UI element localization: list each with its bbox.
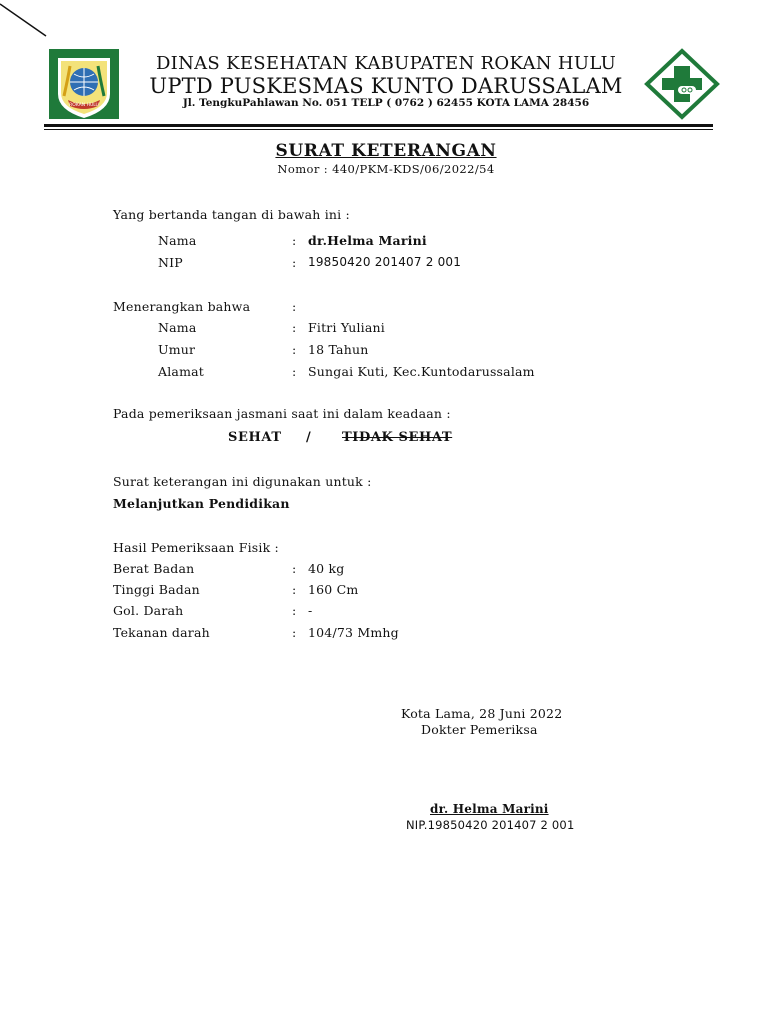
colon: :	[292, 625, 297, 640]
colon: :	[292, 255, 297, 270]
intro-text: Yang bertanda tangan di bawah ini :	[113, 207, 350, 222]
status-sehat: SEHAT	[228, 430, 282, 445]
hasil-tinggi-label: Tinggi Badan	[113, 582, 200, 597]
patient-umur-label: Umur	[158, 342, 196, 357]
purpose-intro: Surat keterangan ini digunakan untuk :	[113, 474, 372, 489]
header-agency: DINAS KESEHATAN KABUPATEN ROKAN HULU	[155, 53, 617, 74]
signature-nip: NIP.19850420 201407 2 001	[406, 818, 575, 832]
colon: :	[292, 364, 297, 379]
colon: :	[292, 582, 297, 597]
status-separator: /	[306, 430, 312, 445]
header-rule-thin	[44, 129, 713, 130]
patient-alamat-value: Sungai Kuti, Kec.Kuntodarussalam	[308, 364, 535, 379]
signer-nama-value: dr.Helma Marini	[308, 233, 427, 248]
hasil-tinggi-value: 160 Cm	[308, 582, 359, 597]
colon: :	[292, 233, 297, 248]
colon: :	[292, 299, 297, 314]
patient-umur-value: 18 Tahun	[308, 342, 369, 357]
signature-name: dr. Helma Marini	[430, 802, 549, 816]
corner-diagonal-line	[0, 0, 60, 50]
header-address: Jl. TengkuPahlawan No. 051 TELP ( 0762 ) 62455 KOTA LAMA 28456	[182, 97, 590, 109]
hasil-intro: Hasil Pemeriksaan Fisik :	[113, 540, 279, 555]
header-puskesmas: UPTD PUSKESMAS KUNTO DARUSSALAM	[149, 74, 623, 98]
colon: :	[292, 603, 297, 618]
logo-ribbon-text: ROKAN HULU	[69, 103, 99, 108]
colon: :	[292, 320, 297, 335]
place-date: Kota Lama, 28 Juni 2022	[401, 706, 563, 721]
hasil-goldarah-label: Gol. Darah	[113, 603, 184, 618]
patient-nama-label: Nama	[158, 320, 197, 335]
colon: :	[292, 561, 297, 576]
hasil-goldarah-value: -	[308, 603, 313, 618]
menerangkan-text: Menerangkan bahwa	[113, 299, 251, 314]
rokan-hulu-logo-icon	[48, 48, 120, 120]
patient-nama-value: Fitri Yuliani	[308, 320, 385, 335]
signer-role: Dokter Pemeriksa	[421, 722, 538, 737]
patient-alamat-label: Alamat	[158, 364, 205, 379]
hasil-berat-value: 40 kg	[308, 561, 345, 576]
hasil-tekanan-value: 104/73 Mmhg	[308, 625, 399, 640]
purpose-value: Melanjutkan Pendidikan	[113, 496, 290, 511]
hasil-tekanan-label: Tekanan darah	[113, 625, 210, 640]
document-title: SURAT KETERANGAN	[275, 141, 497, 161]
colon: :	[292, 342, 297, 357]
hasil-berat-label: Berat Badan	[113, 561, 195, 576]
signer-nip-label: NIP	[158, 255, 183, 270]
signer-nip-value: 19850420 201407 2 001	[308, 255, 462, 269]
status-tidak-sehat: TIDAK SEHAT	[342, 430, 453, 445]
header-rule-thick	[44, 124, 713, 127]
signer-nama-label: Nama	[158, 233, 197, 248]
document-number: Nomor : 440/PKM-KDS/06/2022/54	[277, 162, 495, 176]
puskesmas-logo-icon	[644, 48, 720, 120]
pemeriksaan-intro: Pada pemeriksaan jasmani saat ini dalam keadaan :	[113, 406, 451, 421]
